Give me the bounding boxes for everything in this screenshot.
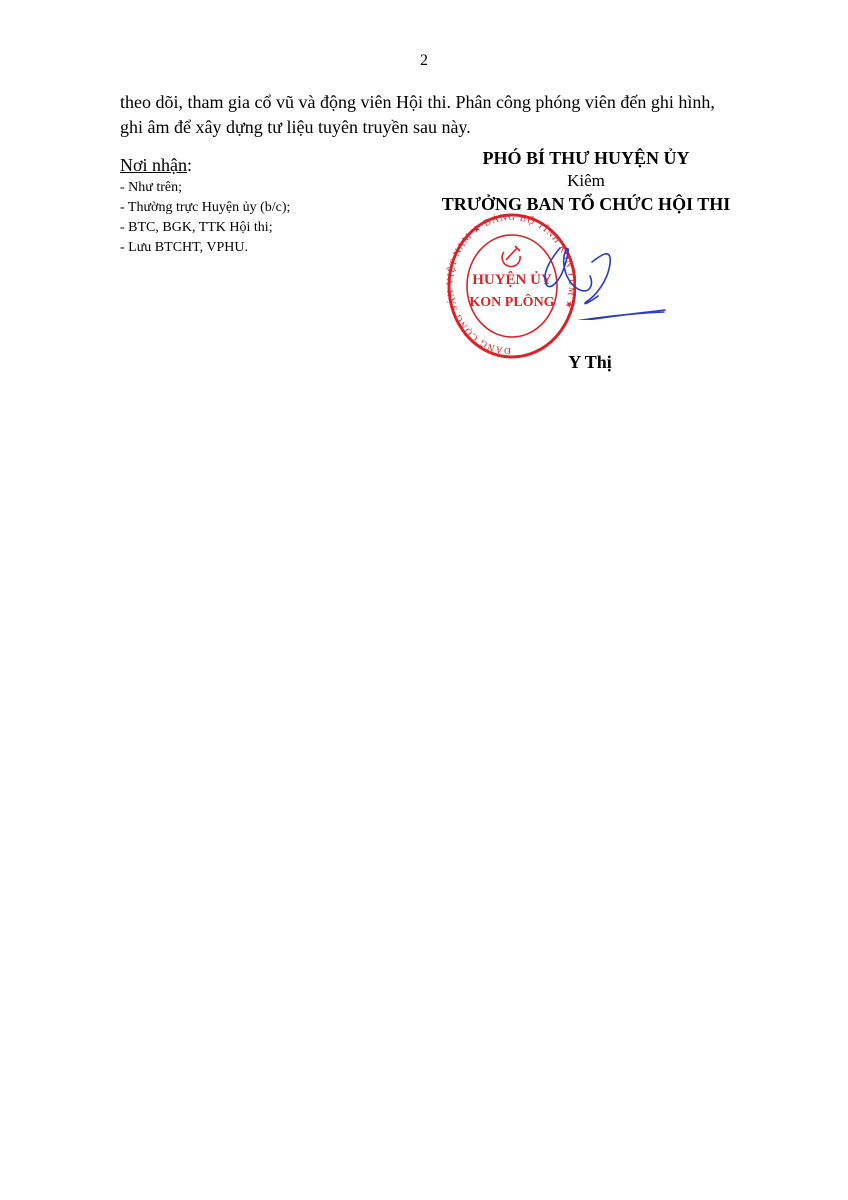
concurrent-label: Kiêm	[567, 171, 605, 190]
signer-position: PHÓ BÍ THƯ HUYỆN ỦY	[482, 148, 690, 168]
seal-ring-text: ĐẢNG CỘNG SẢN VIỆT NAM ★ ĐẢNG BỘ TỈNH KON TUM ★	[446, 212, 576, 356]
signer-concurrent-position: TRƯỞNG BAN TỔ CHỨC HỘI THI	[441, 194, 731, 214]
recipient-item: - Như trên;	[120, 180, 183, 195]
recipients-heading-colon: :	[187, 155, 193, 175]
recipients-section	[120, 154, 410, 258]
body-line: theo dõi, tham gia cổ vũ và động viên Hội thi. Phân công phóng viên đến ghi hình,	[120, 92, 715, 112]
recipient-item: - Thường trực Huyện ủy (b/c);	[120, 200, 291, 215]
recipients-heading-label: Nơi nhận	[120, 155, 188, 175]
signer-name: Y Thị	[568, 352, 612, 372]
page-number: 2	[420, 52, 428, 69]
recipient-item: - Lưu BTCHT, VPHU.	[120, 240, 249, 255]
signature-titles	[400, 146, 772, 216]
body-paragraph	[120, 90, 730, 140]
body-line: ghi âm để xây dựng tư liệu tuyên truyền sau này.	[120, 117, 471, 137]
recipients-list	[120, 178, 410, 258]
hammer-sickle-icon	[502, 246, 520, 266]
recipients-heading	[120, 154, 410, 176]
seal-center-line-1: HUYỆN ỦY	[472, 272, 552, 288]
recipient-item: - BTC, BGK, TTK Hội thi;	[120, 220, 273, 235]
seal-center-line-2: KON PLÔNG	[469, 295, 555, 310]
handwritten-signature	[520, 240, 670, 320]
